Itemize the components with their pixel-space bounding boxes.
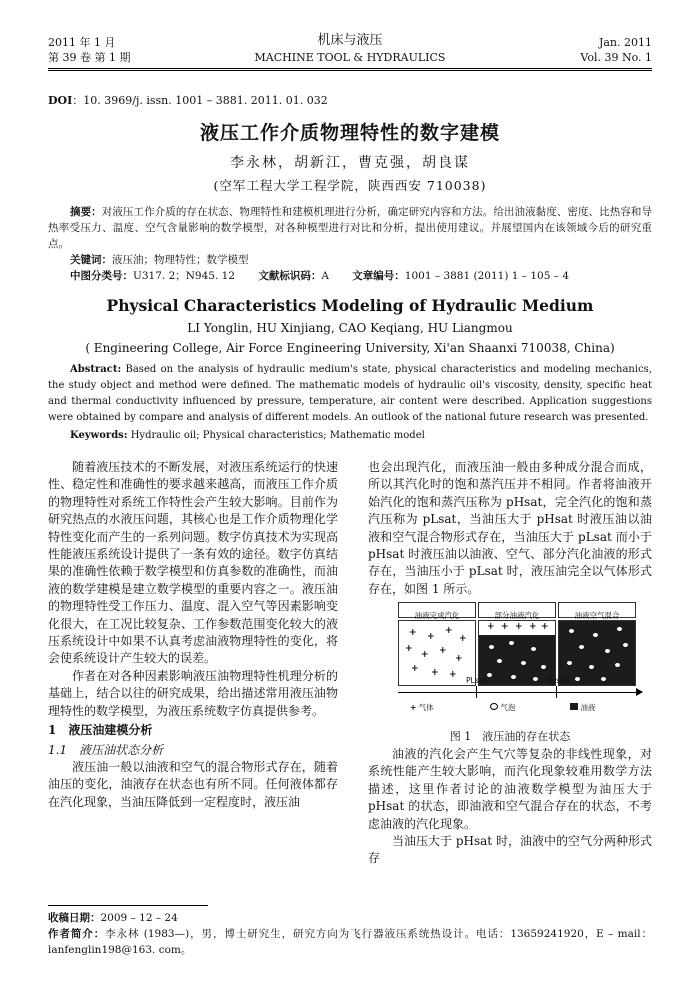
figure-1-caption: 图 1 液压油的存在状态 bbox=[449, 730, 571, 743]
zone-label-full-vapor: 油液完成汽化 bbox=[398, 602, 476, 618]
classification-value: U317. 2；N945. 12 bbox=[133, 270, 236, 282]
label-plsat: PLsat bbox=[466, 676, 487, 685]
pressure-axis bbox=[398, 692, 642, 693]
label-phsat: PHsat bbox=[546, 676, 568, 685]
legend-gas: + 气体 bbox=[410, 703, 434, 712]
keywords-label: 关键词： bbox=[70, 254, 112, 266]
volume-issue-en: Vol. 39 No. 1 bbox=[580, 51, 652, 64]
abstract-en-label: Abstract: bbox=[70, 364, 122, 375]
right-column-bottom bbox=[368, 746, 652, 868]
intro-paragraph-1: 随着液压技术的不断发展，对液压系统运行的快速性、稳定性和准确性的要求越来越高，而液压工作介质的物理特性对系统工作特性会产生较大影响。目前作为研究热点的水液压问题，其核心也是工作介质物理化学特性变化而产生的一系列问题。数字仿真技术为实现高性能液压系统设计提供了一条有效的途径。数字仿真结果的准确性依赖于数学模型和仿真参数的准确性，而油液的数学建模是建立数学模型的重要内容之一。液压油的物理特性受工作压力、温度、混入空气等因素影响变化很大，在工况比较复杂、工作参数范围变化较大的液压系统设计中如果不认真考虑油液物理特性的变化，将会使系统设计产生较大的误差。 bbox=[48, 460, 338, 666]
section-1-1-paragraph: 液压油一般以油液和空气的混合物形式存在，随着油压的变化，油液存在状态也有所不同。任何液体都存在汽化现象，当油压降低到一定程度时，液压油 bbox=[48, 759, 338, 809]
journal-name-cn: 机床与液压 bbox=[317, 33, 383, 48]
tick-phsat bbox=[556, 686, 557, 698]
authors: 李永林，胡新江，曹克强，胡良谋 bbox=[230, 155, 470, 171]
bio-label: 作者简介： bbox=[48, 928, 106, 940]
doi-label: DOI bbox=[48, 94, 73, 107]
keywords-en bbox=[70, 428, 425, 444]
keywords-en-text: Hydraulic oil; Physical characteristics; Mathematic model bbox=[130, 430, 425, 441]
classification-label: 中图分类号： bbox=[70, 270, 133, 282]
state-paragraph: 也会出现汽化，而液压油一般由多种成分混合而成，所以其汽化时的饱和蒸汽压并不相同。作者将油液开始汽化的饱和蒸汽压称为 pHsat，完全汽化的饱和蒸汽压称为 pLsat，当油压大于 pHsat 时液压油以油液和空气混合物形式存在，当油压大于 pLsat 而小于 pHsat 时液压油以油液、空气、部分汽化油液的形式存在，当油压小于 pLsat 时，液压油完全以气体形式存在，如图 1 所示。 bbox=[368, 460, 652, 596]
zone-oil-air bbox=[558, 620, 636, 686]
abstract-label: 摘要： bbox=[70, 206, 102, 218]
intro-paragraph-2: 作者在对各种因素影响液压油物理特性机理分析的基础上，结合以往的研究成果，给出描述常用液压油物理特性的数学模型，为液压系统数字仿真提供参考。 bbox=[48, 668, 338, 718]
issue-date-en: Jan. 2011 bbox=[598, 36, 652, 49]
zone-gas: + + + + + + + + + + + bbox=[398, 620, 476, 686]
doi-line: DOI：10. 3969/j. issn. 1001 – 3881. 2011. 01. 032 bbox=[48, 94, 328, 107]
zone-partial: + + + + + bbox=[478, 620, 556, 686]
abstract-en-text: Based on the analysis of hydraulic medium's state, physical characteristics and modeling mechanics, the study object and method were defined. The mathematic models of hydraulic oil's viscosity, density, specific heat and thermal conductivity influenced by pressure, temperature, air content were described. Application suggestions were obtained by compare and analysis of different models. An outlook of the national future research was presented. bbox=[48, 364, 652, 423]
abstract-cn bbox=[48, 204, 652, 252]
journal-name-en: MACHINE TOOL & HYDRAULICS bbox=[254, 51, 446, 64]
volume-issue: 第 39 卷 第 1 期 bbox=[48, 51, 131, 64]
footnote-rule bbox=[48, 905, 208, 906]
paper-title: 液压工作介质物理特性的数字建模 bbox=[199, 122, 500, 144]
section-1-1-heading: 1.1 液压油状态分析 bbox=[48, 742, 164, 757]
section-1-heading: 1 液压油建模分析 bbox=[48, 723, 153, 738]
tick-plsat bbox=[476, 686, 477, 698]
classification-line bbox=[70, 268, 650, 284]
legend-oil: 油液 bbox=[570, 702, 595, 713]
abstract-en bbox=[48, 362, 652, 426]
received-label: 收稿日期： bbox=[48, 912, 101, 924]
keywords-cn bbox=[70, 252, 249, 268]
affiliation: (空军工程大学工程学院，陕西西安 710038) bbox=[213, 178, 487, 193]
english-title: Physical Characteristics Modeling of Hydraulic Medium bbox=[106, 296, 594, 315]
left-column bbox=[48, 459, 338, 811]
english-authors: LI Yonglin, HU Xinjiang, CAO Keqiang, HU Liangmou bbox=[187, 321, 513, 335]
doi-value: 10. 3969/j. issn. 1001 – 3881. 2011. 01. 032 bbox=[83, 94, 328, 107]
issue-date: 2011 年 1 月 bbox=[48, 36, 116, 49]
article-no-label: 文章编号： bbox=[352, 270, 405, 282]
axis-arrow-icon bbox=[636, 688, 643, 696]
abstract-text: 对液压工作介质的存在状态、物理特性和建模机理进行分析，确定研究内容和方法。给出油液黏度、密度、比热容和导热率受压力、温度、空气含量影响的数学模型，对各种模型进行对比和分析，提出使用建议。并展望国内在该领域今后的研究重点。 bbox=[48, 206, 652, 250]
vapor-paragraph: 油液的汽化会产生气穴等复杂的非线性现象，对系统性能产生较大影响，而汽化现象较难用数学方法描述，这里作者讨论的油液数学模型为油压大于 pHsat 的状态，即油液和空气混合存在的状态，不考虑油液的汽化现象。 bbox=[368, 747, 652, 831]
header-rule-2 bbox=[48, 70, 652, 71]
author-bio bbox=[48, 926, 652, 958]
legend-bubble: 气泡 bbox=[490, 702, 515, 713]
square-icon bbox=[570, 703, 578, 710]
bio-text: 李永林 (1983—)，男，博士研究生，研究方向为飞行器液压系统热设计。电话：13659241920，E – mail：lanfenglin198@163. com。 bbox=[48, 928, 653, 956]
doc-code-label: 文献标识码： bbox=[258, 270, 322, 282]
doc-code-value: A bbox=[321, 270, 329, 282]
keywords-text: 液压油；物理特性；数学模型 bbox=[112, 254, 249, 266]
received-value: 2009 – 12 – 24 bbox=[100, 912, 178, 924]
circle-icon bbox=[490, 703, 498, 710]
zone-label-partial-vapor: 部分油液汽化 bbox=[478, 602, 556, 618]
zone-label-oil-air-mix: 油液空气混合 bbox=[558, 602, 636, 618]
air-paragraph: 当油压大于 pHsat 时，油液中的空气分两种形式存 bbox=[368, 834, 652, 866]
header-rule bbox=[48, 68, 652, 69]
right-column-top bbox=[368, 459, 652, 598]
figure-1 bbox=[398, 602, 648, 722]
keywords-en-label: Keywords: bbox=[70, 430, 128, 441]
plus-icon: + bbox=[410, 703, 417, 712]
english-affiliation: ( Engineering College, Air Force Engineering University, Xi'an Shaanxi 710038, China) bbox=[85, 341, 615, 355]
received-date bbox=[48, 910, 652, 926]
article-no-value: 1001 – 3881 (2011) 1 – 105 – 4 bbox=[404, 270, 570, 282]
